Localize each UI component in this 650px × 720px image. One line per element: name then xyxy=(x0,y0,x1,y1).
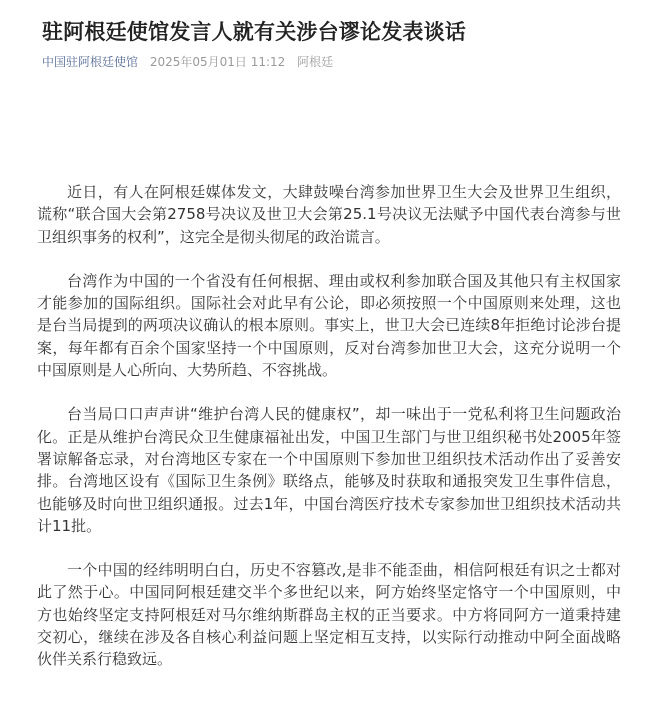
article-paragraph: 台湾作为中国的一个省没有任何根据、理由或权利参加联合国及其他只有主权国家才能参加的国际组织。国际社会对此早有公论，即必须按照一个中国原则来处理，这也是台当局提到的两项决议确认的根本原则。事实上，世卫大会已连续8年拒绝讨论涉台提案，每年都有百余个国家坚持一个中国原则，反对台湾参加世卫大会，这充分说明一个中国原则是人心所向、大势所趋、不容挑战。 xyxy=(37,271,621,380)
publish-location: 阿根廷 xyxy=(297,55,334,69)
article-body xyxy=(37,181,621,693)
article-header xyxy=(42,0,622,71)
article-paragraph: 一个中国的经纬明明白白，历史不容篡改,是非不能歪曲，相信阿根廷有识之士都对此了然于心。中国同阿根廷建交半个多世纪以来，阿方始终坚定恪守一个中国原则，中方也始终坚定支持阿根廷对马尔维纳斯群岛主权的正当要求。中方将同阿方一道秉持建交初心，继续在涉及各自核心利益问题上坚定相互支持，以实际行动推动中阿全面战略伙伴关系行稳致远。 xyxy=(37,561,621,669)
publish-date: 2025年05月01日 11:12 xyxy=(149,55,286,69)
article-paragraph: 近日，有人在阿根廷媒体发文，大肆鼓噪台湾参加世界卫生大会及世界卫生组织，谎称“联合国大会第2758号决议及世卫大会第25.1号决议无法赋予中国代表台湾参与世卫组织事务的权利”，这完全是彻头彻尾的政治谎言。 xyxy=(37,183,621,246)
article-paragraph: 台当局口口声声讲“维护台湾人民的健康权”，却一味出于一党私利将卫生问题政治化。正是从维护台湾民众卫生健康福祉出发，中国卫生部门与世卫组织秘书处2005年签署谅解备忘录，对台湾地区专家在一个中国原则下参加世卫组织技术活动作出了妥善安排。台湾地区设有《国际卫生条例》联络点，能够及时获取和通报突发卫生事件信息，也能够及时向世卫组织通报。过去1年，中国台湾医疗技术专家参加世卫组织技术活动共计11批。 xyxy=(37,405,621,535)
article-meta xyxy=(42,53,622,71)
account-name-link[interactable]: 中国驻阿根廷使馆 xyxy=(42,55,139,69)
article-title: 驻阿根廷使馆发言人就有关涉台谬论发表谈话 xyxy=(42,20,466,44)
